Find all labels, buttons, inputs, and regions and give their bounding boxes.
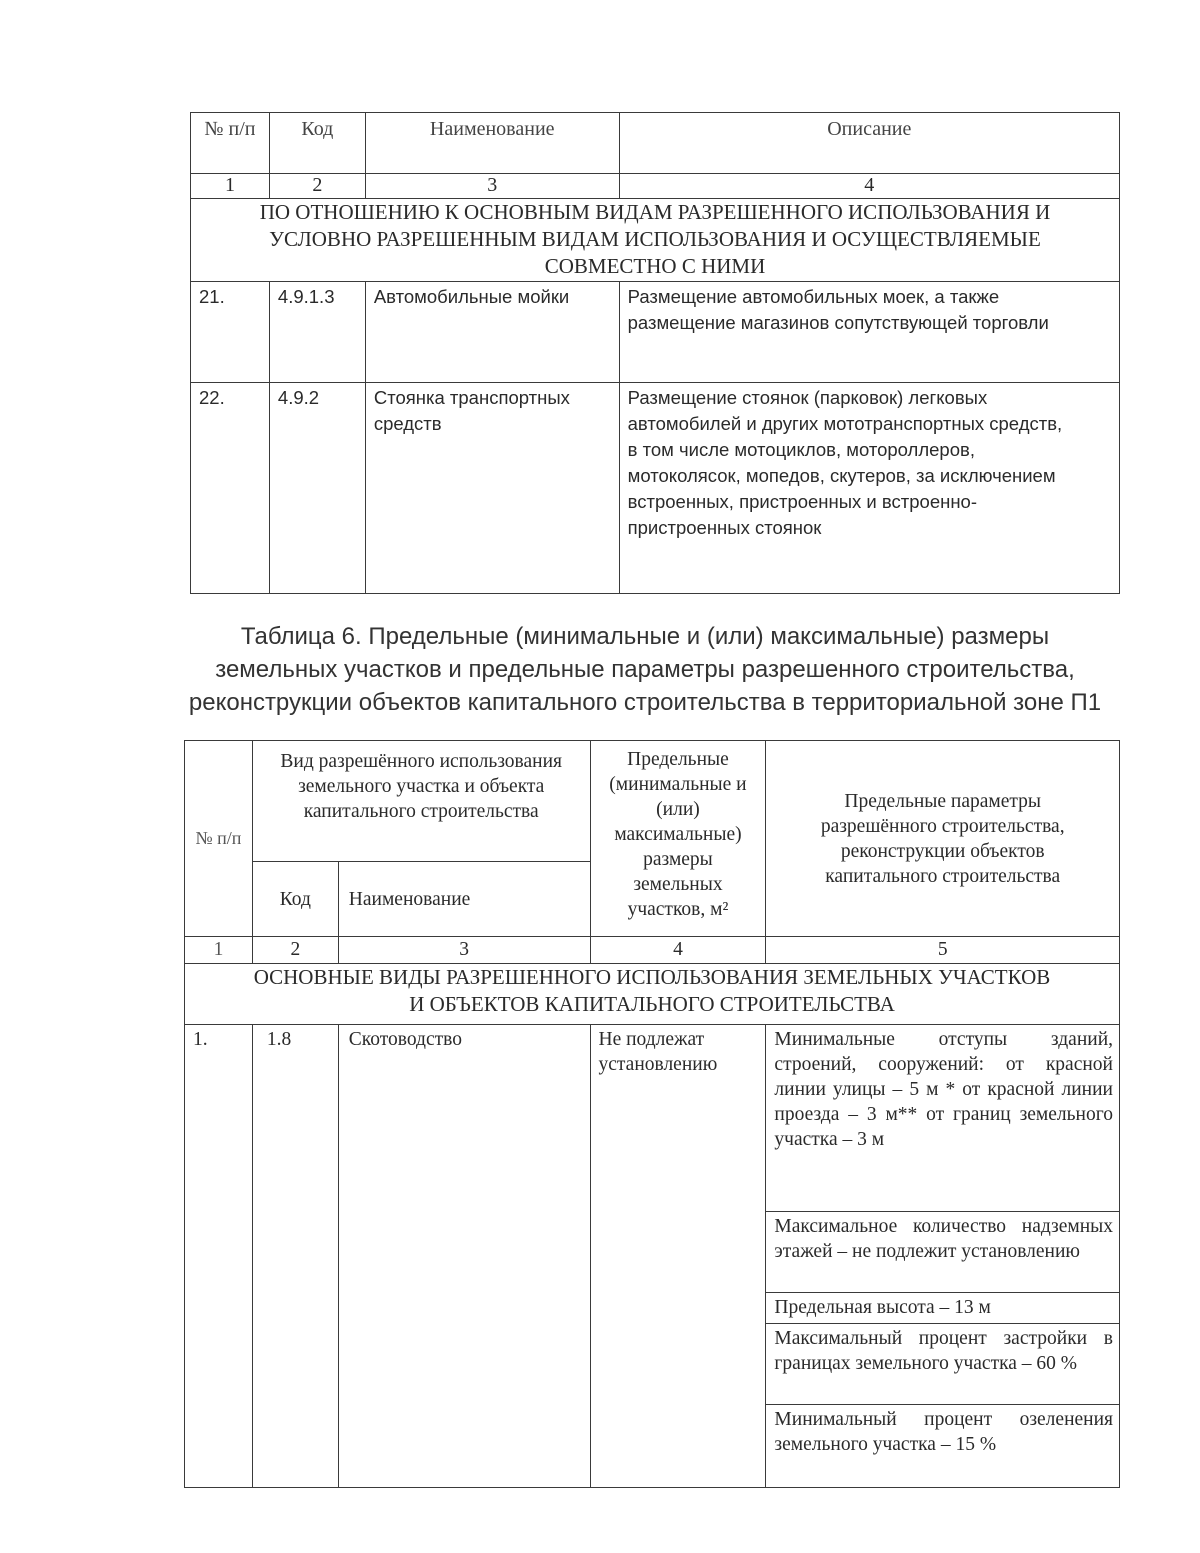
table-header-row (191, 113, 1120, 174)
header-number: № п/п (191, 113, 270, 174)
param-min-greening: Минимальный процент озеленения земельного участка – 15 % (766, 1405, 1120, 1488)
row-number: 21. (191, 282, 270, 383)
table-caption: Таблица 6. Предельные (минимальные и (или) максимальные) размеры земельных участков и предельные параметры разрешенного строительства, реконструкции объектов капитального строительства в территориальной зоне П1 (188, 623, 1102, 716)
column-number: 3 (338, 937, 590, 964)
row-description: Размещение автомобильных моек, а также размещение магазинов сопутствующей торговли (619, 282, 1119, 383)
header-code: Код (252, 862, 338, 937)
param-max-height: Предельная высота – 13 м (766, 1293, 1120, 1324)
header-number: № п/п (185, 741, 253, 937)
header-plot-sizes: Предельные (минимальные и (или) максимальные) размеры земельных участков, м² (590, 741, 766, 937)
header-name: Наименование (365, 113, 619, 174)
param-max-floors: Максимальное количество надземных этажей – не подлежит установлению (766, 1212, 1120, 1293)
section-title: ОСНОВНЫЕ ВИДЫ РАЗРЕШЕННОГО ИСПОЛЬЗОВАНИЯ ЗЕМЕЛЬНЫХ УЧАСТКОВ И ОБЪЕКТОВ КАПИТАЛЬНОГО СТРОИТЕЛЬСТВА (185, 964, 1120, 1025)
section-title: ПО ОТНОШЕНИЮ К ОСНОВНЫМ ВИДАМ РАЗРЕШЕННОГО ИСПОЛЬЗОВАНИЯ И УСЛОВНО РАЗРЕШЕННЫМ ВИДАМ ИСПОЛЬЗОВАНИЯ И ОСУЩЕСТВЛЯЕМЫЕ СОВМЕСТНО С НИМИ (191, 199, 1120, 282)
table-row (185, 1025, 1120, 1212)
row-name: Автомобильные мойки (365, 282, 619, 383)
row-code: 4.9.2 (269, 383, 365, 594)
table-row (191, 282, 1120, 383)
uses-table-continuation (190, 112, 1120, 594)
column-number: 1 (185, 937, 253, 964)
column-numbers-row (191, 174, 1120, 199)
column-number: 4 (590, 937, 766, 964)
column-number: 5 (766, 937, 1120, 964)
row-code: 4.9.1.3 (269, 282, 365, 383)
row-name: Скотоводство (338, 1025, 590, 1488)
table-row (191, 383, 1120, 594)
column-number: 1 (191, 174, 270, 199)
param-max-coverage: Максимальный процент застройки в границах земельного участка – 60 % (766, 1324, 1120, 1405)
row-plot-sizes: Не подлежат установлению (590, 1025, 766, 1488)
row-name: Стоянка транспортных средств (365, 383, 619, 594)
section-row (185, 964, 1120, 1025)
row-code: 1.8 (252, 1025, 338, 1488)
column-number: 2 (269, 174, 365, 199)
column-number: 4 (619, 174, 1119, 199)
header-code: Код (269, 113, 365, 174)
column-number: 3 (365, 174, 619, 199)
column-numbers-row (185, 937, 1120, 964)
row-description: Размещение стоянок (парковок) легковых автомобилей и других мототранспортных средств, в том числе мотоциклов, мотороллеров, мотоколясок, мопедов, скутеров, за исключением встроенных, пристроенных и встроенно-пристроенных стоянок (619, 383, 1119, 594)
param-setbacks: Минимальные отступы зданий, строений, сооружений: от красной линии улицы – 5 м * от красной линии проезда – 3 м** от границ земельного участка – 3 м (766, 1025, 1120, 1212)
row-number: 1. (185, 1025, 253, 1488)
header-use-type: Вид разрешённого использования земельного участка и объекта капитального строительства (252, 741, 590, 862)
header-name: Наименование (338, 862, 590, 937)
column-number: 2 (252, 937, 338, 964)
section-row (191, 199, 1120, 282)
header-description: Описание (619, 113, 1119, 174)
zone-parameters-table (184, 740, 1120, 1488)
table-header-row (185, 741, 1120, 862)
header-parameters: Предельные параметры разрешённого строительства, реконструкции объектов капитального строительства (766, 741, 1120, 937)
row-number: 22. (191, 383, 270, 594)
